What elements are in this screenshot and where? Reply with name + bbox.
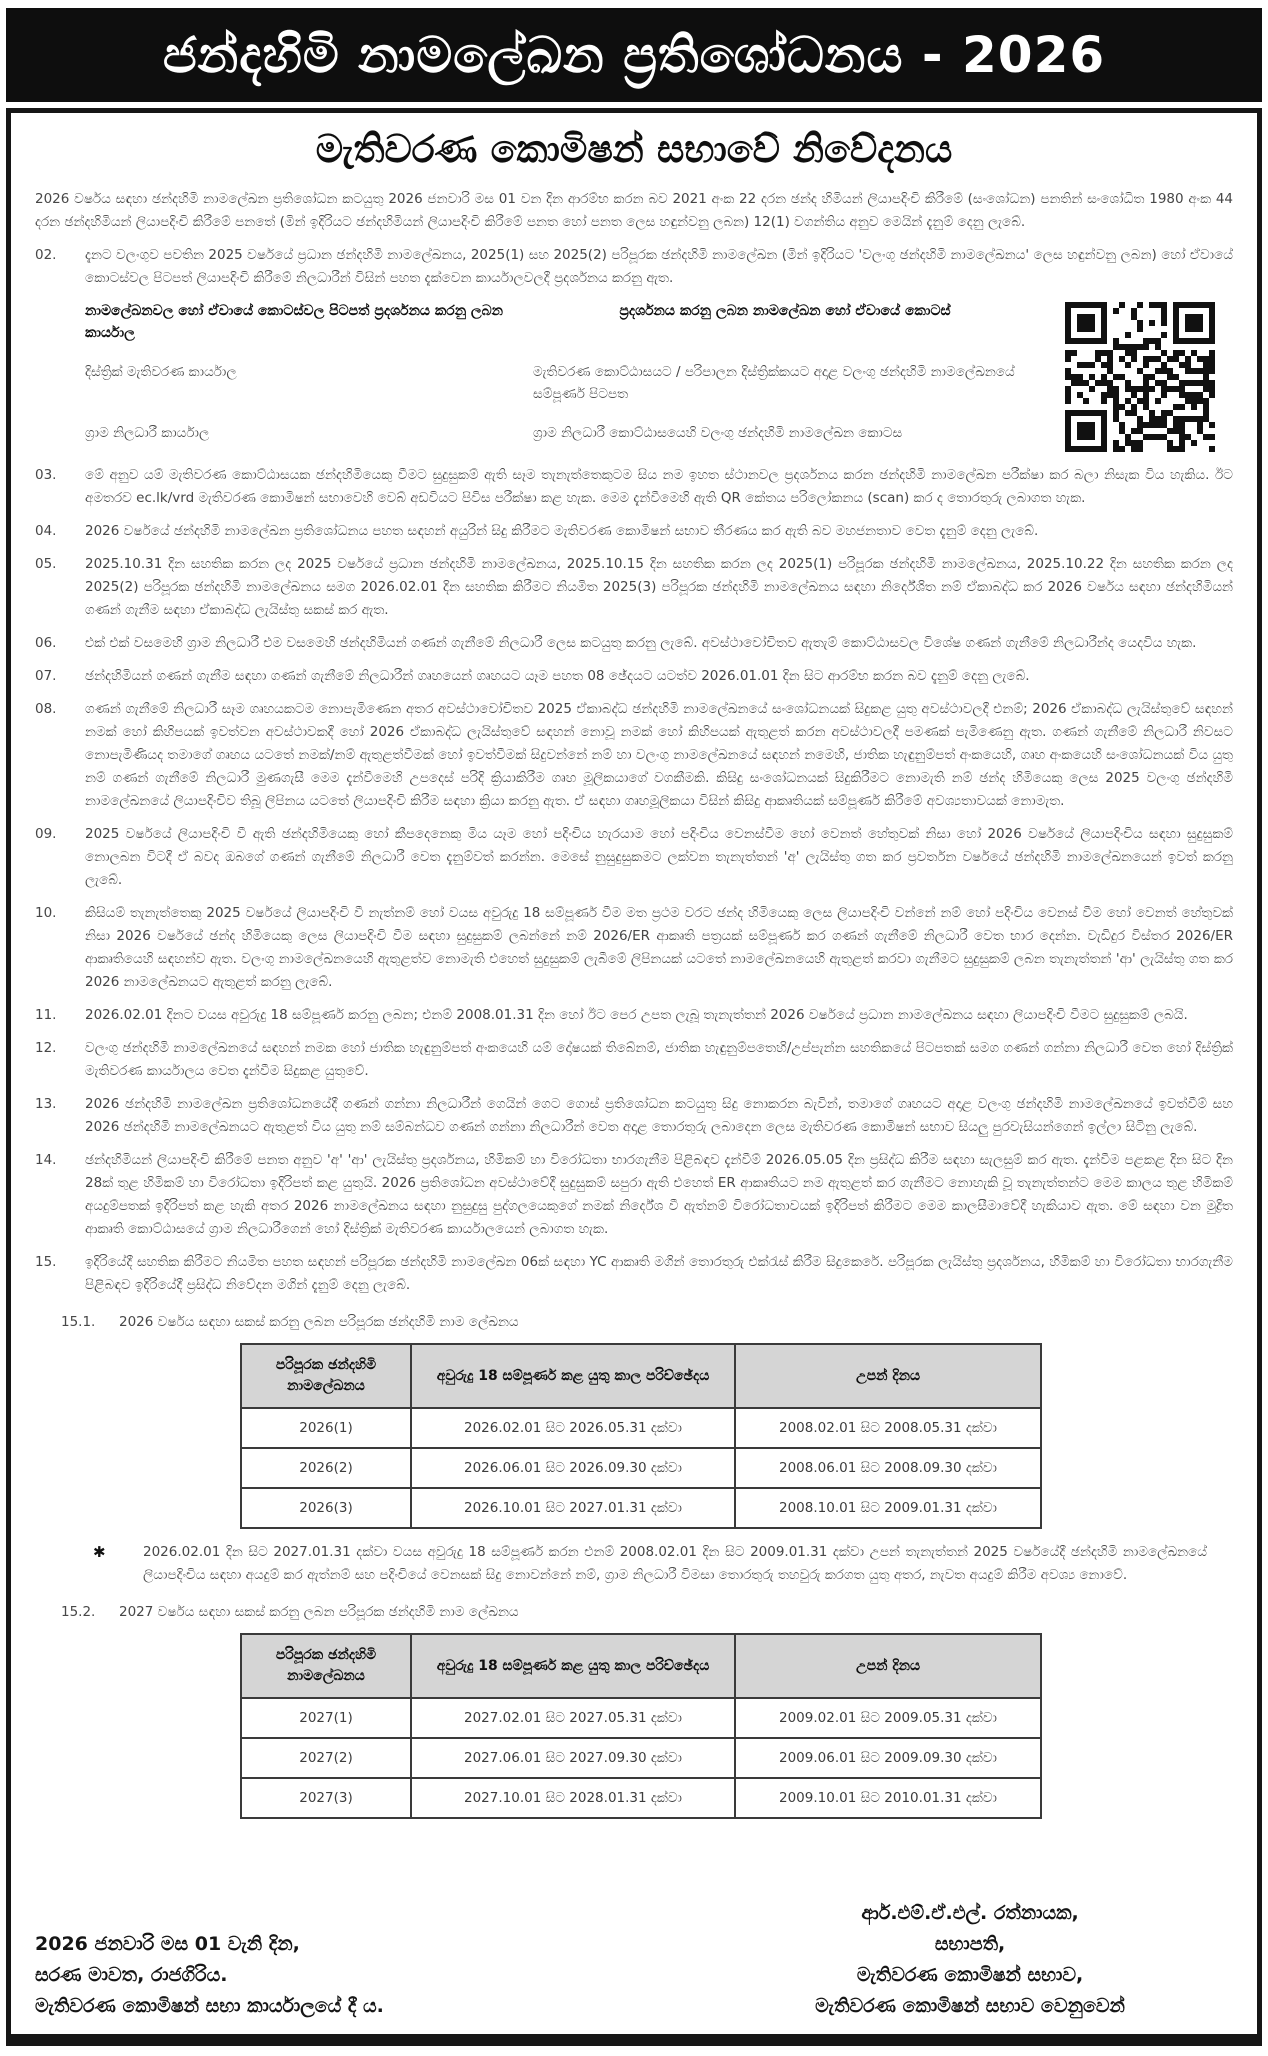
numbered-paragraph [35, 464, 1233, 510]
paragraph-text: මේ අනුව යම් මැතිවරණ කොට්ඨාසයක ඡන්දහිමියෙකු වීමට සුදුසුකම් ඇති සෑම තැනැත්තෙකුටම සිය නම ඉහත ස්ථානවල ප්‍රදර්ශනය කරන ඡන්දහිමි නාමලේඛන පරීක්ෂා කර බලා නිසැක විය හැකිය. ඊට අමතරව ec.lk/vrd මැතිවරණ කොමිෂන් සභාවෙහි වෙබ් අඩවියට පිවිස පරීක්ෂා කළ හැක. මෙම දැන්වීමෙහි ඇති QR කේතය පරිලෝකනය (scan) කර ද තොරතුරු ලබාගත හැක. [85, 467, 1233, 506]
paragraph-text: ඡන්දහිමියන් ගණන් ගැනීම සඳහා ගණන් ගැනීමේ නිලධාරීන් ගෘහයෙන් ගෘහයට යෑම පහත 08 ඡේදයට යටත්ව 2026.01.01 දින සිට ආරම්භ කරන බව දැනුම් දෙනු ලැබේ. [85, 668, 1030, 684]
footer-date-place [35, 1929, 384, 2022]
paragraph-number: 05. [35, 556, 57, 572]
numbered-paragraph [35, 1093, 1233, 1139]
numbered-paragraph [35, 553, 1233, 622]
footer-line: ආර්.එම්.ඒ.එල්. රත්නායක, [861, 1902, 1079, 1924]
page-title: ජන්දහිමි නාමලේඛන ප්‍රතිශෝධනය - 2026 [162, 25, 1106, 84]
paragraph-text: වලංගු ඡන්දහිමි නාමලේඛනයේ සඳහන් නමක හෝ ජාතික හැඳුනුම්පත් අංකයෙහි යම් දෝෂයක් තිබේනම්, ජාතික හැඳුනුම්පතෙහි/උප්පැන්න සහතිකයේ පිටපතක් සමග ගණන් ගන්නා නිලධාරී වෙත හෝ දිස්ත්‍රික් මැතිවරණ කාර්යාලය වෙත දැන්වීම සිදුකළ යුතුවේ. [85, 1040, 1233, 1079]
numbered-paragraph [35, 1037, 1233, 1083]
paragraph-number: 14. [35, 1152, 57, 1168]
paragraph-text: එක් එක් වසමෙහි ග්‍රාම නිලධාරී එම වසමෙහි ඡන්දහිමියන් ගණන් ගැනීමේ නිලධාරී ලෙස කටයුතු කරනු ලැබේ. අවස්ථාවෝචිතව ඇතැම් කොට්ඨාසවල විශේෂ ගණන් ගැනීමේ නිලධාරීන්ද යෙදවිය හැක. [85, 635, 1197, 651]
caption-text: 2027 වර්ෂය සඳහා සකස් කරනු ලබන පරිපූරක ඡන්දහිමි නාම ලේඛනය [119, 1604, 519, 1620]
section-caption-15-2 [61, 1601, 1233, 1623]
table-cell: 2027.02.01 සිට 2027.05.31 දක්වා [411, 1698, 735, 1738]
table-header-cell: පරිපූරක ඡන්දහිමි නාමලේඛනය [241, 1634, 411, 1698]
table-cell: 2027.10.01 සිට 2028.01.31 දක්වා [411, 1778, 735, 1818]
caption-number: 15.2. [61, 1604, 96, 1620]
paragraph-number: 08. [35, 701, 57, 717]
table-cell: 2027(2) [241, 1738, 411, 1778]
office-name: දිස්ත්‍රික් මැතිවරණ කාර්යාල [85, 364, 237, 380]
table-row [241, 1778, 1041, 1818]
table-cell: 2027(3) [241, 1778, 411, 1818]
numbered-paragraph [35, 1251, 1233, 1297]
caption-number: 15.1. [61, 1314, 96, 1330]
numbered-paragraph [35, 902, 1233, 994]
office-column-header: නාමලේඛනවල හෝ ඒවායේ කොටස්වල පිටපත් ප්‍රදර්ශනය කරනු ලබන කාර්යාල [85, 303, 503, 341]
paragraph-text: දැනට වලංගුව පවතින 2025 වර්ෂයේ ප්‍රධාන ඡන්දහිමි නාමලේඛනය, 2025(1) සහ 2025(2) පරිපූරක ඡන්දහිමි නාමලේඛන (මින් ඉදිරියට 'වලංගු ඡන්දහිමි නාමලේඛනය' ලෙස හඳුන්වනු ලබන) හෝ ඒවායේ කොටස්වල පිටපත් ලියාපදිංචි කිරීමේ නිලධාරීන් විසින් පහත දැක්වෙන කාර්යාලවලදී ප්‍රදර්ශනය කරනු ඇත. [85, 247, 1233, 286]
table-cell: 2008.06.01 සිට 2008.09.30 දක්වා [735, 1448, 1041, 1488]
paragraph-number: 06. [35, 635, 57, 651]
supplementary-table-2026 [240, 1343, 1042, 1529]
table-row [241, 1488, 1041, 1528]
qr-code-container [1065, 300, 1233, 452]
footer-line: මැතිවරණ කොමිෂන් සභාව, [856, 1964, 1084, 1986]
office-list-columns [85, 300, 1037, 452]
supplementary-table-2027 [240, 1633, 1042, 1819]
paragraph-number: 03. [35, 467, 57, 483]
footer-line: සභාපති, [934, 1933, 1006, 1955]
notice-subtitle: මැතිවරණ කොමිෂන් සභාවේ නිවේදනය [315, 127, 953, 171]
table-cell: 2026(3) [241, 1488, 411, 1528]
numbered-paragraph [35, 520, 1233, 543]
table-row [241, 1698, 1041, 1738]
numbered-paragraph [35, 1149, 1233, 1241]
table-cell: 2027(1) [241, 1698, 411, 1738]
table-row [241, 1408, 1041, 1448]
paragraph-text: 2025 වර්ෂයේ ලියාපදිංචි වී ඇති ඡන්දහිමියෙකු හෝ කීපදෙනෙකු මිය යෑම හෝ පදිංචිය හැරයාම හෝ පදිංචිය වෙනස්වීම හෝ වෙනත් හේතුවක් නිසා හෝ 2026 වර්ෂයේ ලියාපදිංචිය සඳහා සුදුසුකම් නොලබන විටදී ඒ බවද ඔබගේ ගණන් ගැනීමේ නිලධාරී වෙත දැනුම්වත් කරන්න. මෙසේ නුසුදුසුකමට ලක්වන තැනැත්තන් 'අ' ලැයිස්තු ගත කර ප්‍රවර්තන වර්ෂයේ ඡන්දහිමි නාමලේඛනයෙන් ඉවත් කරනු ලැබේ. [85, 826, 1233, 888]
paragraph-number: 15. [35, 1254, 57, 1270]
table-cell: 2026.06.01 සිට 2026.09.30 දක්වා [411, 1448, 735, 1488]
numbered-paragraph [35, 823, 1233, 892]
caption-text: 2026 වර්ෂය සඳහා සකස් කරනු ලබන පරිපූරක ඡන්දහිමි නාම ලේඛනය [119, 1314, 519, 1330]
paragraph-text: 2026 වර්ෂයේ ඡන්දහිමි නාමලේඛන ප්‍රතිශෝධනය පහත සඳහන් අයුරින් සිදු කිරීමට මැතිවරණ කොමිෂන් සභාව තීරණය කර ඇති බව මහජනතාව වෙත දැනුම් දෙනු ලැබේ. [85, 523, 1039, 539]
asterisk-icon: ✱ [93, 1543, 106, 1561]
numbered-paragraph [35, 698, 1233, 813]
table-header-cell: පරිපූරක ඡන්දහිමි නාමලේඛනය [241, 1344, 411, 1408]
table-cell: 2026(1) [241, 1408, 411, 1448]
register-part: මැතිවරණ කොට්ඨාසයට / පරිපාලන දිස්ත්‍රික්කයට අදාළ වලංගු ඡන්දහිමි නාමලේඛනයේ සම්පූර්ණ පිටපත [533, 364, 1015, 402]
paragraph-text: 2026.02.01 දිනට වයස අවුරුදු 18 සම්පූර්ණ කරනු ලබන; එනම් 2008.01.31 දින හෝ ඊට පෙර උපත ලැබූ තැනැත්තන් 2026 වර්ෂයේ ප්‍රධාන නාමලේඛනය සඳහා ලියාපදිංචි වීමට සුදුසුකම් ලබයි. [85, 1007, 1188, 1023]
table-row [241, 1448, 1041, 1488]
paragraph-text: ඡන්දහිමියන් ලියාපදිංචි කිරීමේ පනත අනුව 'අ' 'ආ' ලැයිස්තු ප්‍රදර්ශනය, හිමිකම් හා විරෝධතා භාරගැනීම පිළිබඳව දැන්වීම් 2026.05.05 දින ප්‍රසිද්ධ කිරීම සඳහා සැලසුම් කර ඇත. දැන්වීම පළකළ දින සිට දින 28ක් තුළ හිමිකම් හා විරෝධතා ඉදිරිපත් කළ යුතුයි. 2026 ප්‍රතිශෝධන අවස්ථාවේදී සුදුසුකම් සපුරා ඇති එහෙත් ER ආකෘතියට නම ඇතුළත් කර ගැනීමට නොහැකි වූ තැනැත්තන්ට මෙම කාලය තුළ හිමිකම් අයදුම්පතක් ඉදිරිපත් කළ හැකි අතර 2026 නාමලේඛනය සඳහා නුසුදුසු පුද්ගලයෙකුගේ නමක් නිර්දේශ වී ඇත්නම් විරෝධතාවයක් ඉදිරිපත් කිරීමට මෙම කාලසීමාවේදී හැකියාව ඇත. මේ සඳහා වන මුද්‍රිත ආකෘති කොට්ඨාසයේ ග්‍රාම නිලධාරීගෙන් හෝ දිස්ත්‍රික් මැතිවරණ කාර්යාලයෙන් ලබාගත හැක. [85, 1152, 1233, 1237]
notice-footer [35, 1898, 1233, 2022]
footer-line: මැතිවරණ කොමිෂන් සභාව වෙනුවෙන් [815, 1995, 1125, 2017]
table-cell: 2009.06.01 සිට 2009.09.30 දක්වා [735, 1738, 1041, 1778]
paragraph-number: 07. [35, 668, 57, 684]
numbered-paragraph [35, 632, 1233, 655]
paragraph-number: 09. [35, 826, 57, 842]
paragraph-text: ඉදිරියේදී සහතික කිරීමට නියමිත පහත සඳහන් පරිපූරක ඡන්දහිමි නාමලේඛන 06ක් සඳහා YC ආකෘති මගින් තොරතුරු එක්රැස් කිරීම සිදුකෙරේ. පරිපූරක ලැයිස්තු ප්‍රදර්ශනය, හිමිකම් හා විරෝධතා භාරගැනීම පිළිබඳව ඉදිරියේදී ප්‍රසිද්ධ නිවේදන මගින් දැනුම් දෙනු ලැබේ. [85, 1254, 1233, 1293]
table-cell: 2027.06.01 සිට 2027.09.30 දක්වා [411, 1738, 735, 1778]
footer-line: 2026 ජනවාරි මස 01 වැනි දින, [35, 1933, 300, 1955]
paragraph-text: 2025.10.31 දින සහතික කරන ලද 2025 වර්ෂයේ ප්‍රධාන ඡන්දහිමි නාමලේඛනය, 2025.10.15 දින සහතික කරන ලද 2025(1) පරිපූරක ඡන්දහිමි නාමලේඛනය, 2025.10.22 දින සහතික කරන ලද 2025(2) පරිපූරක ඡන්දහිමි නාමලේඛනය සමග 2026.02.01 දින සහතික කිරීමට නියමිත 2025(3) පරිපූරක ඡන්දහිමි නාමලේඛනය සඳහා නිර්දේශිත නම් ඒකාබද්ධ කර 2026 වර්ෂය සඳහා ඡන්දහිමියන් ගණන් ගැනීම සඳහා ඒකාබද්ධ ලැයිස්තු සකස් කර ඇත. [85, 556, 1233, 618]
office-name: ග්‍රාම නිලධාරී කාර්යාල [85, 425, 210, 441]
qr-code-icon [1065, 302, 1215, 452]
numbered-paragraph [35, 244, 1233, 290]
footer-line: සරණ මාවත, රාජගිරිය. [35, 1964, 228, 1986]
footnote-text: 2026.02.01 දින සිට 2027.01.31 දක්වා වයස අවුරුදු 18 සම්පූර්ණ කරන එනම් 2008.02.01 දින සිට 2009.01.31 දක්වා උපන් තැනැත්තන් 2025 වර්ෂයේදී ඡන්දහිමි නාමලේඛනයේ ලියාපදිංචිය සඳහා අයදුම් කර ඇත්නම් සහ පදිංචියේ වෙනසක් සිදු නොවන්නේ නම්, ග්‍රාම නිලධාරී විමසා තොරතුරු තහවුරු කරගත යුතු අතර, නැවත අයදුම් කිරීම අවශ්‍ය නොවේ. [143, 1544, 1207, 1583]
paragraph-text: ගණන් ගැනීමේ නිලධාරී සෑම ගෘහයකටම නොපැමිණෙන අතර අවස්ථාවෝචිතව 2025 ඒකාබද්ධ ඡන්දහිමි නාමලේඛනයේ සංශෝධනයක් සිදුකළ යුතු අවස්ථාවලදී එනම්; 2026 ඒකාබද්ධ ලැයිස්තුවේ සඳහන් නමක් හෝ කිහිපයක් ඉවත්වන අවස්ථාවකදී හෝ 2026 ඒකාබද්ධ ලැයිස්තුවේ සඳහන් නොවූ නමක් හෝ කිහිපයක් ඇතුළත් කරන අවස්ථාවලදී පමණක් පැමිණෙනු ඇත. ගණන් ගැනීමේ නිලධාරී නිවසට නොපැමිණියද තමාගේ ගෘහය යටතේ නමක්/නම් ඇතුළත්වීමක් හෝ ඉවත්වීමක් සිදුවන්නේ නම් හා වලංගු නාමලේඛනයේ සඳහන් නමෙහි, ජාතික හැඳුනුම්පත් අංකයෙහි, ගෘහ අංකයෙහි සංශෝධනයක් විය යුතු නම් ගණන් ගැනීමේ නිලධාරී මුණගැසී මෙම දැන්වීමෙහි උපදෙස් පරිදි ක්‍රියාකිරීම ගෘහ මූලිකයාගේ වගකීමකි. කිසිදු සංශෝධනයක් සිදුකිරීමට නොමැති නම් ඡන්ද හිමියෙකු ලෙස 2025 වලංගු ඡන්දහිමි නාමලේඛනයේ ලියාපදිංචිව තිබූ ලිපිනය යටතේ ලියාපදිංචි කිරීම සඳහා ක්‍රියා කරනු ඇත. ඒ සඳහා ගෘහමූලිකයා විසින් කිසිදු ආකෘතියක් සම්පූර්ණ කිරීමේ අවශ්‍යතාවයක් නොමැත. [85, 701, 1233, 809]
table-header-cell: අවුරුදු 18 සම්පූර්ණ කළ යුතු කාල පරිච්ඡේදය [411, 1344, 735, 1408]
office-list [85, 300, 1233, 452]
numbered-paragraph [35, 665, 1233, 688]
numbered-paragraph [35, 1004, 1233, 1027]
section-caption-15-1 [61, 1311, 1233, 1333]
paragraph-number: 13. [35, 1096, 57, 1112]
paragraph-number: 11. [35, 1007, 57, 1023]
paragraph-text: 2026 ඡන්දහිමි නාමලේඛන ප්‍රතිශෝධනයේදී ගණන් ගන්නා නිලධාරීන් ගෙයින් ගෙට ගොස් ප්‍රතිශෝධන කටයුතු සිදු නොකරන බැවින්, තමාගේ ගෘහයට අදාළ වලංගු ඡන්දහිමි නාමලේඛනයේ ඉවත්වීම් සහ 2026 ඡන්දහිමි නාමලේඛනයට ඇතුළත් විය යුතු නම් සම්බන්ධව ගණන් ගන්නා නිලධාරීන් වෙත අදාළ තොරතුරු ලබාදෙන ලෙස මැතිවරණ කොමිෂන් සභාව සියලු පුරවැසියන්ගෙන් ඉල්ලා සිටිනු ලැබේ. [85, 1096, 1233, 1135]
table-cell: 2009.10.01 සිට 2010.01.31 දක්වා [735, 1778, 1041, 1818]
paragraph-number: 12. [35, 1040, 57, 1056]
table-cell: 2008.02.01 සිට 2008.05.31 දක්වා [735, 1408, 1041, 1448]
register-column-header: ප්‍රදර්ශනය කරනු ලබන නාමලේඛන හෝ ඒවායේ කොටස් [619, 303, 951, 319]
register-part: ග්‍රාම නිලධාරී කොට්ඨාසයෙහි වලංගු ඡන්දහිමි නාමලේඛන කොටස [533, 425, 903, 441]
table-cell: 2008.10.01 සිට 2009.01.31 දක්වා [735, 1488, 1041, 1528]
intro-paragraph: 2026 වර්ෂය සඳහා ඡන්දහිමි නාමලේඛන ප්‍රතිශෝධන කටයුතු 2026 ජනවාරි මස 01 වන දින ආරම්භ කරන බව 2021 අංක 22 දරන ඡන්ද හිමියන් ලියාපදිංචි කිරීමේ (සංශෝධන) පනතින් සංශෝධිත 1980 අංක 44 දරන ඡන්දහිමියන් ලියාපදිංචි කිරීමේ පනතේ (මින් ඉදිරියට ඡන්දහිමියන් ලියාපදිංචි කිරීමේ පනත හෝ පනත ලෙස හඳුන්වනු ලබන) 12(1) වගන්තිය අනුව මෙයින් දැනුම් දෙනු ලැබේ. [35, 191, 1233, 230]
table-header-cell: අවුරුදු 18 සම්පූර්ණ කළ යුතු කාල පරිච්ඡේදය [411, 1634, 735, 1698]
paragraph-number: 02. [35, 247, 57, 263]
paragraph-number: 04. [35, 523, 57, 539]
table-header-cell: උපන් දිනය [735, 1634, 1041, 1698]
footer-line: මැතිවරණ කොමිෂන් සභා කාර්යාලයේ දී ය. [35, 1995, 384, 2017]
footnote [93, 1541, 1233, 1587]
paragraph-text: කිසියම් තැනැත්තෙකු 2025 වර්ෂයේ ලියාපදිංචි වී නැත්නම් හෝ වයස අවුරුදු 18 සම්පූර්ණ වීම මත ප්‍රථම වරට ඡන්ද හිමියෙකු ලෙස ලියාපදිංචි වන්නේ නම් හෝ පදිංචිය වෙනස් වීම හෝ වෙනත් හේතුවක් නිසා 2026 වර්ෂයේ ඡන්ද හිමියෙකු ලෙස ලියාපදිංචි වීම සඳහා සුදුසුකම් ලබන්නේ නම් 2026/ER ආකෘති පත්‍රයක් සම්පූර්ණ කර ගණන් ගැනීමේ නිලධාරී වෙත භාර දෙන්න. වැඩිදුර විස්තර 2026/ER ආකෘතියෙහි සඳහන්ව ඇත. වලංගු නාමලේඛනයෙහි ඇතුළත්ව නොමැති එහෙත් සුදුසුකම් ලැබීමේ ලිපිනයක් යටතේ නාමලේඛනයෙහි ඇතුළත් කරවා ගැනීමට සුදුසුකම් ලබන තැනැත්තන් 'ආ' ලැයිස්තු ගත කර 2026 නාමලේඛනයට ඇතුළත් කරනු ලැබේ. [85, 905, 1233, 990]
table-cell: 2026.10.01 සිට 2027.01.31 දක්වා [411, 1488, 735, 1528]
footer-signature [815, 1898, 1125, 2022]
paragraph-number: 10. [35, 905, 57, 921]
notice-body [6, 108, 1262, 2046]
table-cell: 2026.02.01 සිට 2026.05.31 දක්වා [411, 1408, 735, 1448]
table-row [241, 1738, 1041, 1778]
table-cell: 2009.02.01 සිට 2009.05.31 දක්වා [735, 1698, 1041, 1738]
table-header-cell: උපන් දිනය [735, 1344, 1041, 1408]
main-title-banner [6, 8, 1262, 102]
table-cell: 2026(2) [241, 1448, 411, 1488]
